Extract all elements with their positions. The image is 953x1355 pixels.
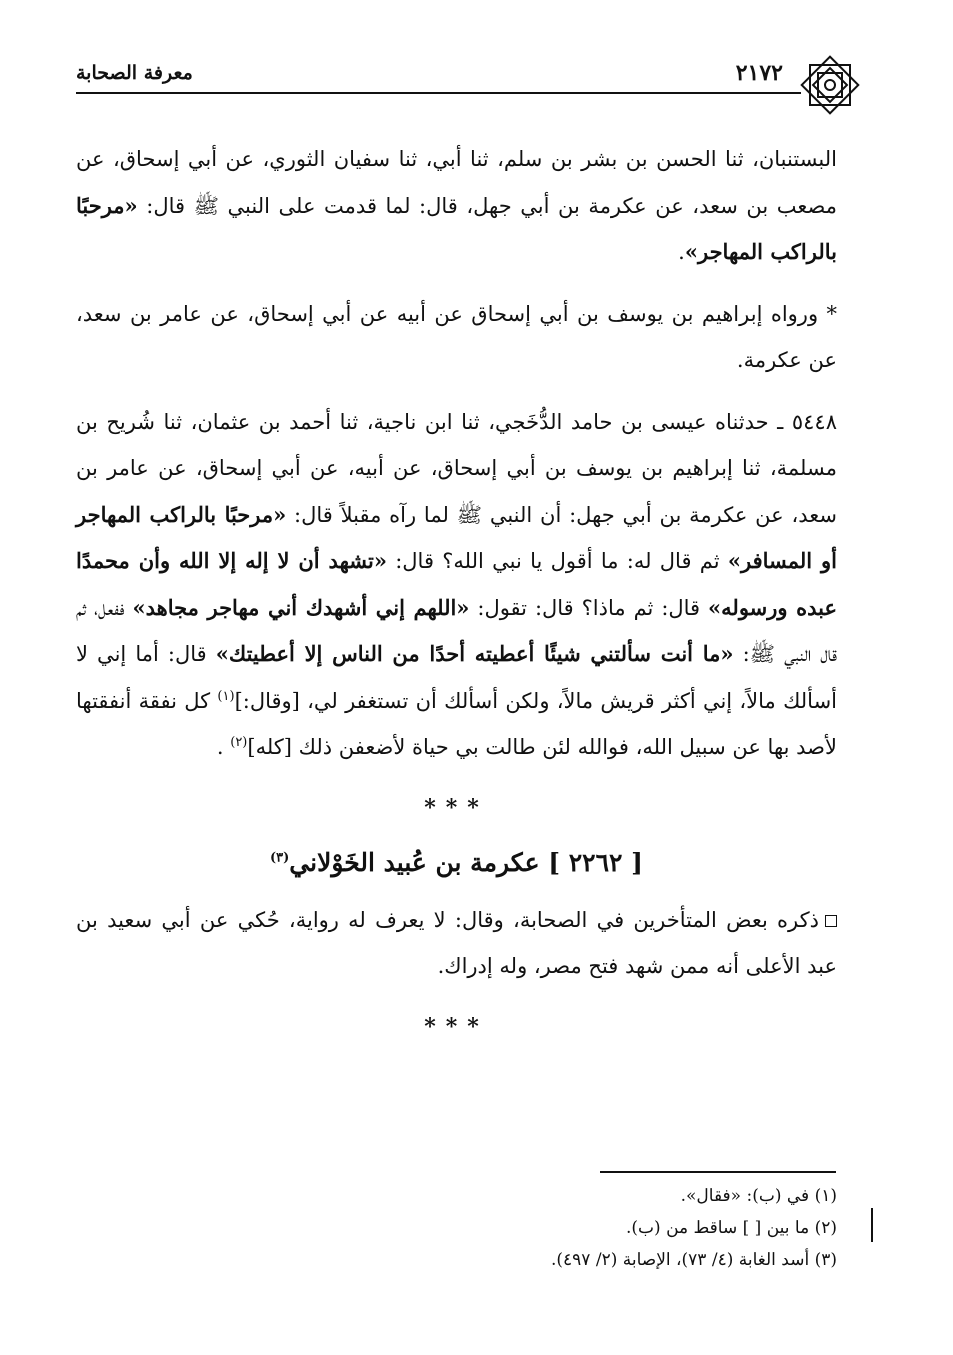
footnote-rule (600, 1171, 836, 1173)
text-run: قال: ثم ماذا؟ قال: تقول: (469, 595, 709, 620)
text-run: ذكره بعض المتأخرين في الصحابة، وقال: لا يعرف له رواية، حُكي عن أبي سعيد بن عبد الأعلى أنه ممن شهد فتح مصر، وله إدراك. (76, 907, 837, 978)
paragraph-2: * ورواه إبراهيم بن يوسف بن أبي إسحاق عن أبيه عن أبي إسحاق، عن عامر بن سعد، عن عكرمة. (76, 301, 837, 372)
hadith-quote: «مرحبًا بالراكب المهاجر» (76, 192, 837, 264)
main-text (76, 136, 837, 1060)
footnote-ref[interactable]: (٣) (269, 850, 290, 866)
footnote-3: (٣) أسد الغابة (٤/ ٧٣)، الإصابة (٢/ ٤٩٧). (550, 1250, 837, 1270)
section-divider-stars: *** (424, 794, 489, 821)
text-run: ٥٤٤٨ ـ حدثناه عيسى بن حامد الدُّخَجي، ثنا ابن ناجية، ثنا أحمد بن عثمان، ثنا شُريح بن مسلمة، ثنا إبراهيم بن يوسف بن أبي إسحاق، عن أبيه، عن أبي إسحاق، عن عامر بن سعد، عن عكرمة بن أبي جهل: أن النبي ﷺ لما رآه مقبلاً قال: (76, 409, 837, 527)
text-run: ففعل، ثم قال النبي ﷺ: (76, 595, 837, 666)
hadith-quote: «تشهد أن لا إله إلا الله وأن محمدًا عبده ورسوله» (76, 548, 838, 620)
footnotes (551, 1180, 837, 1276)
running-title: معرفة الصحابة (76, 62, 193, 84)
footnote-ref[interactable]: (١) (217, 688, 235, 704)
paragraph-4 (76, 897, 837, 990)
hadith-quote: «اللهم إني أشهدك أني مهاجر مجاهد» (132, 594, 470, 620)
square-bullet-icon (825, 915, 837, 927)
text-run: ثم قال له: ما أقول يا نبي الله؟ قال: (386, 549, 728, 573)
header-rule (76, 92, 801, 94)
paragraph-1 (76, 136, 837, 276)
octagram-ornament-icon (797, 52, 863, 118)
page-number: ٢١٧٢ (735, 60, 783, 86)
margin-mark (871, 1208, 873, 1242)
hadith-quote: «ما أنت سألتني شيئًا أعطيته أحدًا من الناس إلا أعطيتك» (215, 641, 734, 666)
text-run: . (216, 735, 231, 759)
text-run: قال: أما إني لا أسألك مالاً، إني أكثر قريش مالاً، ولكن أسألك أن تستغفر لي، [وقال:] (76, 642, 838, 713)
text-run: البستنبان، ثنا الحسن بن بشر بن سلم، ثنا أبي، ثنا سفيان الثوري، عن أبي إسحاق، عن مصعب بن سعد، عن عكرمة بن أبي جهل، قال: لما قدمت على النبي ﷺ قال: (76, 147, 837, 218)
footnote-1: (١) في (ب): «فقال». (680, 1186, 837, 1206)
entry-heading (76, 841, 837, 885)
section-divider-stars: *** (424, 1013, 489, 1040)
hadith-quote: «مرحبًا بالراكب المهاجر أو المسافر» (76, 501, 838, 573)
page-header (76, 48, 861, 94)
footnote-2: (٢) ما بين [ ] ساقط من (ب). (626, 1218, 837, 1238)
text-run: كل نفقة أنفقتها لأصد بها عن سبيل الله، فوالله لئن طالت بي حياة لأضعفن ذلك [كله] (76, 688, 837, 759)
text-run: . (678, 240, 685, 264)
paragraph-3 (76, 399, 837, 771)
footnote-ref[interactable]: (٢) (230, 735, 248, 750)
entry-heading-text: [ ٢٢٦٢ ] عكرمة بن عُبيد الخَوْلاني (289, 847, 643, 877)
